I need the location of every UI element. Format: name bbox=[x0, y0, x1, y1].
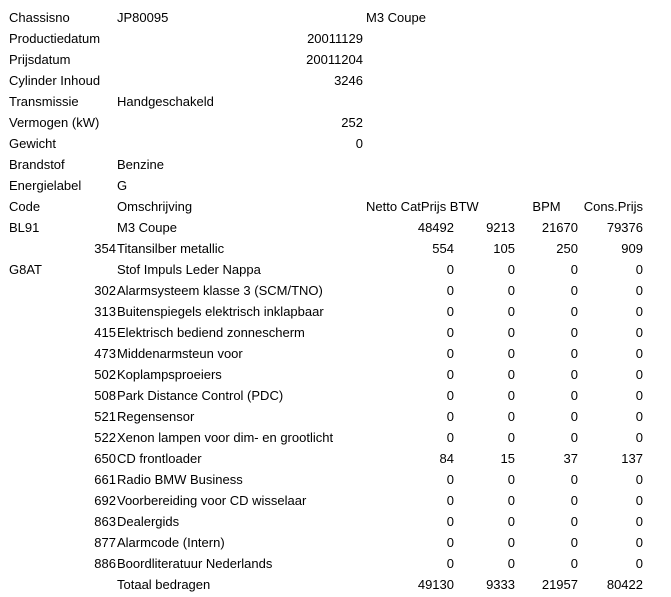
label-productiedatum[interactable]: Productiedatum bbox=[9, 31, 101, 46]
cell-bpm[interactable]: 0 bbox=[570, 472, 578, 487]
table-row bbox=[0, 532, 671, 553]
cell-cons[interactable]: 0 bbox=[635, 262, 643, 277]
cell-btw[interactable]: 0 bbox=[507, 367, 515, 382]
cell-bpm[interactable]: 0 bbox=[570, 388, 578, 403]
cell-netto[interactable]: 0 bbox=[446, 346, 454, 361]
cell-btw[interactable]: 0 bbox=[507, 325, 515, 340]
totals-label[interactable]: Totaal bedragen bbox=[117, 577, 211, 592]
cell-netto[interactable]: 0 bbox=[446, 388, 454, 403]
cell-netto[interactable]: 0 bbox=[446, 325, 454, 340]
cell-cons[interactable]: 79376 bbox=[606, 220, 643, 235]
cell-cons[interactable]: 0 bbox=[635, 514, 643, 529]
cell-cons[interactable]: 0 bbox=[635, 388, 643, 403]
cell-bpm[interactable]: 0 bbox=[570, 325, 578, 340]
cell-bpm[interactable]: 0 bbox=[570, 283, 578, 298]
cell-description[interactable]: Dealergids bbox=[117, 514, 180, 529]
cell-btw[interactable]: 0 bbox=[507, 262, 515, 277]
cell-bpm[interactable]: 0 bbox=[570, 556, 578, 571]
cell-netto[interactable]: 0 bbox=[446, 283, 454, 298]
cell-bpm[interactable]: 0 bbox=[570, 304, 578, 319]
cell-btw[interactable]: 0 bbox=[507, 283, 515, 298]
value-chassisno[interactable]: JP80095 bbox=[117, 10, 169, 25]
cell-cons[interactable]: 0 bbox=[635, 535, 643, 550]
cell-description[interactable]: Alarmsysteem klasse 3 (SCM/TNO) bbox=[117, 283, 323, 298]
cell-description[interactable]: Voorbereiding voor CD wisselaar bbox=[117, 493, 307, 508]
cell-description[interactable]: M3 Coupe bbox=[117, 220, 177, 235]
cell-btw[interactable]: 0 bbox=[507, 472, 515, 487]
table-row bbox=[0, 280, 671, 301]
cell-option-number[interactable]: 521 bbox=[94, 409, 116, 424]
cell-cons[interactable]: 0 bbox=[635, 283, 643, 298]
column-header-row bbox=[0, 196, 671, 217]
cell-option-number[interactable]: 886 bbox=[94, 556, 116, 571]
totals-btw[interactable]: 9333 bbox=[486, 577, 515, 592]
cell-option-number[interactable]: 650 bbox=[94, 451, 116, 466]
row-prijsdatum bbox=[0, 49, 671, 70]
value-energielabel[interactable]: G bbox=[117, 178, 128, 193]
table-row bbox=[0, 364, 671, 385]
cell-btw[interactable]: 0 bbox=[507, 346, 515, 361]
cell-description[interactable]: Koplampsproeiers bbox=[117, 367, 222, 382]
table-row bbox=[0, 322, 671, 343]
cell-netto[interactable]: 0 bbox=[446, 367, 454, 382]
value-productiedatum[interactable]: 20011129 bbox=[307, 31, 363, 46]
table-row bbox=[0, 259, 671, 280]
cell-netto[interactable]: 554 bbox=[432, 241, 454, 256]
column-header-netto-btw[interactable]: Netto CatPrijs BTW bbox=[366, 199, 479, 214]
cell-btw[interactable]: 0 bbox=[507, 535, 515, 550]
table-row bbox=[0, 427, 671, 448]
cell-description[interactable]: Boordliteratuur Nederlands bbox=[117, 556, 273, 571]
cell-cons[interactable]: 909 bbox=[621, 241, 643, 256]
label-vermogen[interactable]: Vermogen (kW) bbox=[9, 115, 100, 130]
cell-bpm[interactable]: 0 bbox=[570, 409, 578, 424]
label-prijsdatum[interactable]: Prijsdatum bbox=[9, 52, 71, 67]
column-header-omschrijving[interactable]: Omschrijving bbox=[117, 199, 193, 214]
cell-cons[interactable]: 137 bbox=[621, 451, 643, 466]
cell-option-number[interactable]: 302 bbox=[94, 283, 116, 298]
cell-description[interactable]: Buitenspiegels elektrisch inklapbaar bbox=[117, 304, 324, 319]
cell-bpm[interactable]: 0 bbox=[570, 262, 578, 277]
label-transmissie[interactable]: Transmissie bbox=[9, 94, 79, 109]
row-cylinder bbox=[0, 70, 671, 91]
cell-description[interactable]: Middenarmsteun voor bbox=[117, 346, 243, 361]
table-row bbox=[0, 301, 671, 322]
cell-cons[interactable]: 0 bbox=[635, 367, 643, 382]
cell-option-number[interactable]: 522 bbox=[94, 430, 116, 445]
row-productiedatum bbox=[0, 28, 671, 49]
table-row bbox=[0, 406, 671, 427]
cell-option-number[interactable]: 863 bbox=[94, 514, 116, 529]
cell-bpm[interactable]: 0 bbox=[570, 493, 578, 508]
cell-btw[interactable]: 9213 bbox=[486, 220, 515, 235]
totals-row bbox=[0, 574, 671, 595]
cell-netto[interactable]: 0 bbox=[446, 430, 454, 445]
row-energielabel bbox=[0, 175, 671, 196]
table-row bbox=[0, 553, 671, 574]
table-row bbox=[0, 217, 671, 238]
row-brandstof bbox=[0, 154, 671, 175]
cell-code[interactable]: G8AT bbox=[9, 262, 42, 277]
totals-bpm[interactable]: 21957 bbox=[541, 577, 578, 592]
cell-btw[interactable]: 0 bbox=[507, 493, 515, 508]
value-transmissie[interactable]: Handgeschakeld bbox=[117, 94, 214, 109]
row-chassisno bbox=[0, 7, 671, 28]
cell-btw[interactable]: 0 bbox=[507, 304, 515, 319]
cell-netto[interactable]: 48492 bbox=[417, 220, 454, 235]
cell-option-number[interactable]: 692 bbox=[94, 493, 116, 508]
cell-netto[interactable]: 0 bbox=[446, 535, 454, 550]
cell-code[interactable]: BL91 bbox=[9, 220, 40, 235]
cell-bpm[interactable]: 0 bbox=[570, 535, 578, 550]
cell-description[interactable]: Xenon lampen voor dim- en grootlicht bbox=[117, 430, 334, 445]
cell-option-number[interactable]: 415 bbox=[94, 325, 116, 340]
cell-option-number[interactable]: 502 bbox=[94, 367, 116, 382]
table-row bbox=[0, 490, 671, 511]
cell-option-number[interactable]: 473 bbox=[94, 346, 116, 361]
table-row bbox=[0, 238, 671, 259]
cell-netto[interactable]: 84 bbox=[439, 451, 454, 466]
cell-cons[interactable]: 0 bbox=[635, 493, 643, 508]
row-vermogen bbox=[0, 112, 671, 133]
table-row bbox=[0, 343, 671, 364]
value-prijsdatum[interactable]: 20011204 bbox=[306, 52, 363, 67]
cell-btw[interactable]: 0 bbox=[507, 430, 515, 445]
value-model[interactable]: M3 Coupe bbox=[366, 10, 426, 25]
cell-option-number[interactable]: 877 bbox=[94, 535, 116, 550]
value-brandstof[interactable]: Benzine bbox=[117, 157, 164, 172]
column-header-code[interactable]: Code bbox=[9, 199, 41, 214]
table-row bbox=[0, 385, 671, 406]
cell-netto[interactable]: 0 bbox=[446, 262, 454, 277]
cell-description[interactable]: Stof Impuls Leder Nappa bbox=[117, 262, 261, 277]
cell-description[interactable]: Radio BMW Business bbox=[117, 472, 243, 487]
cell-description[interactable]: Park Distance Control (PDC) bbox=[117, 388, 284, 403]
cell-bpm[interactable]: 0 bbox=[570, 367, 578, 382]
column-header-cons[interactable]: Cons.Prijs bbox=[583, 199, 643, 214]
cell-description[interactable]: CD frontloader bbox=[117, 451, 202, 466]
column-header-bpm[interactable]: BPM bbox=[532, 199, 561, 214]
cell-bpm[interactable]: 0 bbox=[570, 346, 578, 361]
cell-option-number[interactable]: 661 bbox=[94, 472, 116, 487]
label-cylinder[interactable]: Cylinder Inhoud bbox=[9, 73, 101, 88]
label-chassisno[interactable]: Chassisno bbox=[9, 10, 70, 25]
cell-option-number[interactable]: 354 bbox=[94, 241, 116, 256]
cell-btw[interactable]: 0 bbox=[507, 388, 515, 403]
label-energielabel[interactable]: Energielabel bbox=[9, 178, 82, 193]
cell-netto[interactable]: 0 bbox=[446, 472, 454, 487]
cell-description[interactable]: Regensensor bbox=[117, 409, 195, 424]
cell-cons[interactable]: 0 bbox=[635, 472, 643, 487]
cell-cons[interactable]: 0 bbox=[635, 556, 643, 571]
cell-netto[interactable]: 0 bbox=[446, 409, 454, 424]
value-cylinder[interactable]: 3246 bbox=[334, 73, 363, 88]
label-brandstof[interactable]: Brandstof bbox=[9, 157, 65, 172]
label-gewicht[interactable]: Gewicht bbox=[9, 136, 56, 151]
value-vermogen[interactable]: 252 bbox=[341, 115, 363, 130]
cell-btw[interactable]: 0 bbox=[507, 409, 515, 424]
table-row bbox=[0, 469, 671, 490]
cell-netto[interactable]: 0 bbox=[446, 556, 454, 571]
totals-cons[interactable]: 80422 bbox=[606, 577, 643, 592]
cell-option-number[interactable]: 508 bbox=[94, 388, 116, 403]
row-transmissie bbox=[0, 91, 671, 112]
table-row bbox=[0, 511, 671, 532]
cell-netto[interactable]: 0 bbox=[446, 493, 454, 508]
cell-cons[interactable]: 0 bbox=[635, 325, 643, 340]
cell-cons[interactable]: 0 bbox=[635, 409, 643, 424]
cell-description[interactable]: Titansilber metallic bbox=[117, 241, 225, 256]
value-gewicht[interactable]: 0 bbox=[355, 136, 363, 151]
cell-btw[interactable]: 105 bbox=[493, 241, 515, 256]
cell-bpm[interactable]: 21670 bbox=[541, 220, 578, 235]
cell-bpm[interactable]: 0 bbox=[570, 430, 578, 445]
row-gewicht bbox=[0, 133, 671, 154]
cell-description[interactable]: Alarmcode (Intern) bbox=[117, 535, 225, 550]
cell-bpm[interactable]: 37 bbox=[563, 451, 578, 466]
cell-netto[interactable]: 0 bbox=[446, 304, 454, 319]
cell-btw[interactable]: 0 bbox=[507, 556, 515, 571]
cell-bpm[interactable]: 250 bbox=[556, 241, 578, 256]
cell-description[interactable]: Elektrisch bediend zonnescherm bbox=[117, 325, 305, 340]
cell-bpm[interactable]: 0 bbox=[570, 514, 578, 529]
cell-cons[interactable]: 0 bbox=[635, 430, 643, 445]
cell-btw[interactable]: 0 bbox=[507, 514, 515, 529]
cell-btw[interactable]: 15 bbox=[500, 451, 515, 466]
cell-option-number[interactable]: 313 bbox=[94, 304, 116, 319]
cell-netto[interactable]: 0 bbox=[446, 514, 454, 529]
cell-cons[interactable]: 0 bbox=[635, 304, 643, 319]
table-row bbox=[0, 448, 671, 469]
cell-cons[interactable]: 0 bbox=[635, 346, 643, 361]
totals-netto[interactable]: 49130 bbox=[417, 577, 454, 592]
